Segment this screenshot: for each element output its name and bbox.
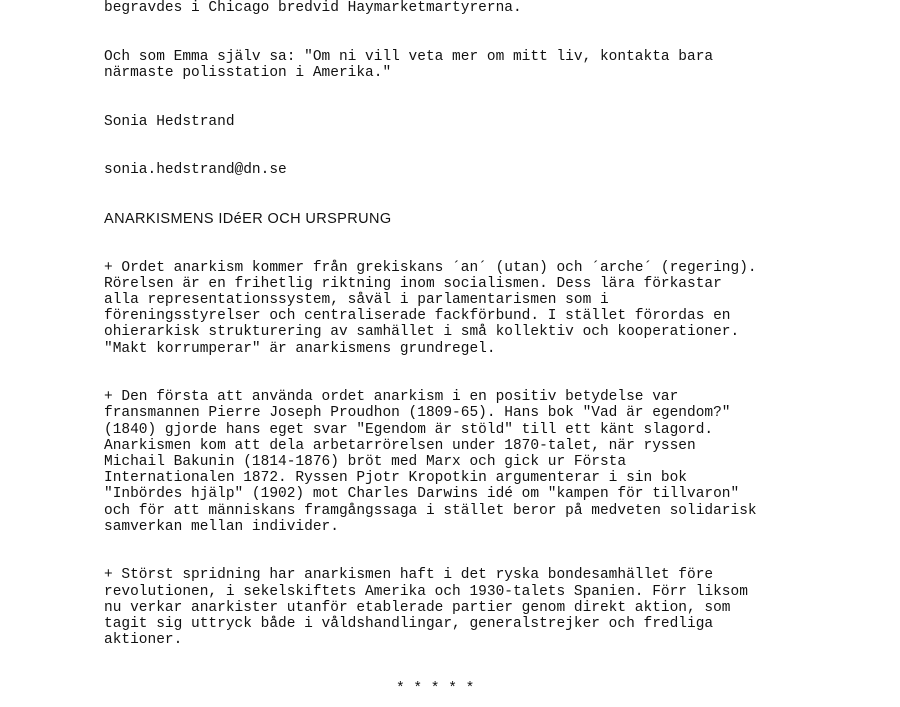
paragraph-line: + Ordet anarkism kommer från grekiskans ´an´ (utan) och ´arche´ (regering). bbox=[104, 259, 757, 276]
paragraph-spread bbox=[104, 567, 884, 648]
paragraph-line: + Den första att använda ordet anarkism i en positiv betydelse var bbox=[104, 389, 679, 406]
paragraph-line: fransmannen Pierre Joseph Proudhon (1809-65). Hans bok "Vad är egendom?" bbox=[104, 405, 731, 422]
paragraph-line: föreningsstyrelser och centraliserade fackförbund. I stället förordas en bbox=[104, 308, 731, 325]
paragraph-line: + Störst spridning har anarkismen haft i det ryska bondesamhället före bbox=[104, 567, 714, 584]
paragraph-line: Michail Bakunin (1814-1876) bröt med Marx och gick ur Första bbox=[104, 454, 627, 470]
paragraph-line: Internationalen 1872. Ryssen Pjotr Kropotkin argumenterar i sin bok bbox=[104, 470, 687, 487]
paragraph-line: alla representationssystem, såväl i parlamentarismen som i bbox=[104, 292, 609, 308]
author-email: sonia.hedstrand@dn.se bbox=[104, 162, 287, 179]
paragraph-history bbox=[104, 389, 884, 535]
paragraph-line: Rörelsen är en frihetlig riktning inom socialismen. Dess lära förkastar bbox=[104, 275, 722, 292]
paragraph-line: "Makt korrumperar" är anarkismens grundregel. bbox=[104, 340, 496, 357]
quote-line: Och som Emma själv sa: "Om ni vill veta mer om mitt liv, kontakta bara bbox=[104, 48, 714, 65]
section-separator: * * * * * bbox=[396, 680, 475, 697]
paragraph-etymology bbox=[104, 260, 884, 357]
section-heading: ANARKISMENS IDéER OCH URSPRUNG bbox=[104, 210, 392, 227]
paragraph-line: revolutionen, i sekelskiftets Amerika och 1930-talets Spanien. Förr liksom bbox=[104, 583, 748, 600]
document-body bbox=[104, 0, 884, 697]
paragraph-line: ohierarkisk strukturering av samhället i små kollektiv och kooperationer. bbox=[104, 324, 740, 341]
paragraph-line: samverkan mellan individer. bbox=[104, 518, 339, 535]
paragraph-line: aktioner. bbox=[104, 632, 183, 649]
paragraph-line: (1840) gjorde hans eget svar "Egendom är stöld" till ett känt slagord. bbox=[104, 421, 714, 438]
paragraph-line: och för att människans framgångssaga i stället beror på medveten solidarisk bbox=[104, 502, 757, 519]
intro-tail-line: begravdes i Chicago bredvid Haymarketmartyrerna. bbox=[104, 0, 522, 16]
author-name: Sonia Hedstrand bbox=[104, 113, 235, 130]
quote-block bbox=[104, 49, 884, 81]
paragraph-line: tagit sig uttryck både i våldshandlingar, generalstrejker och fredliga bbox=[104, 616, 714, 632]
paragraph-line: Anarkismen kom att dela arbetarrörelsen under 1870-talet, när ryssen bbox=[104, 437, 696, 454]
quote-line: närmaste polisstation i Amerika." bbox=[104, 64, 392, 81]
paragraph-line: "Inbördes hjälp" (1902) mot Charles Darwins idé om "kampen för tillvaron" bbox=[104, 486, 740, 503]
paragraph-line: nu verkar anarkister utanför etablerade partier genom direkt aktion, som bbox=[104, 599, 731, 616]
